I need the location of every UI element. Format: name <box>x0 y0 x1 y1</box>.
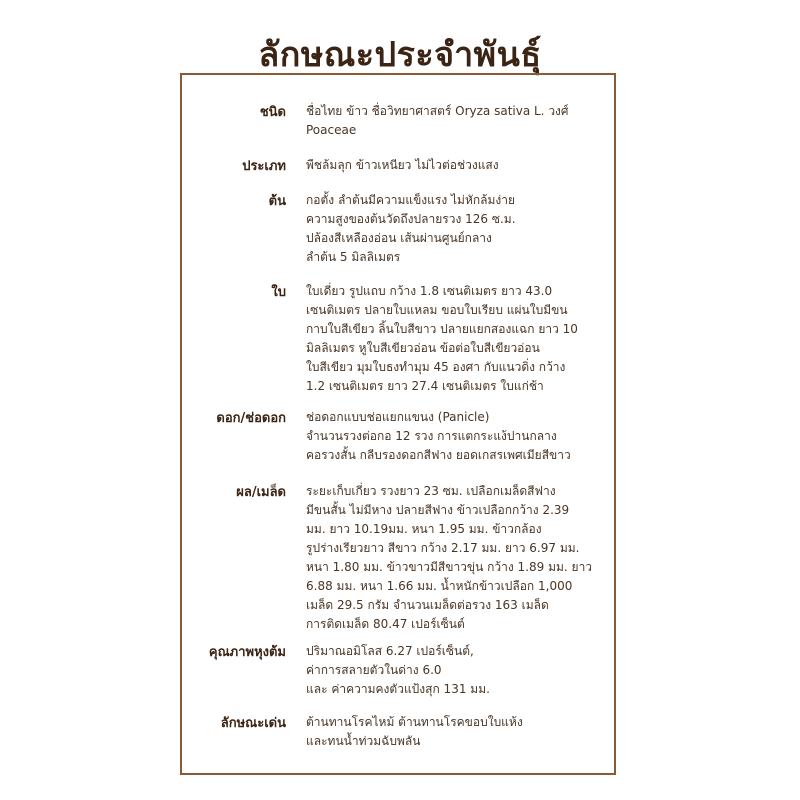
value-line: เซนติเมตร ปลายใบแหลม ขอบใบเรียบ แผ่นใบมีขน <box>306 303 568 317</box>
value-line: ความสูงของต้นวัดถึงปลายรวง 126 ซ.ม. <box>306 212 516 226</box>
row-label: ต้น <box>268 194 286 209</box>
value-line: Poaceae <box>306 123 357 137</box>
value-line: คอรวงสั้น กลีบรองดอกสีฟาง ยอดเกสรเพศเมียสีขาว <box>306 448 571 462</box>
row-value <box>306 713 606 751</box>
value-line: ใบเดี่ยว รูปแถบ กว้าง 1.8 เซนติเมตร ยาว 43.0 <box>306 284 553 298</box>
row-label: ลักษณะเด่น <box>220 716 286 731</box>
value-line: ปริมาณอมิโลส 6.27 เปอร์เซ็นต์, <box>306 644 474 658</box>
row-value <box>306 642 606 699</box>
row-label: ใบ <box>271 285 286 300</box>
value-line: หนา 1.80 มม. ข้าวขาวมีสีขาวขุ่น กว้าง 1.89 มม. ยาว <box>306 560 593 574</box>
value-line: กอตั้ง ลำต้นมีความแข็งแรง ไม่หักล้มง่าย <box>306 193 516 207</box>
value-line: ชื่อไทย ข้าว ชื่อวิทยาศาสตร์ Oryza sativa L. วงศ์ <box>306 104 569 118</box>
page-title: ลักษณะประจำพันธุ์ <box>258 35 542 75</box>
value-line: และ ค่าความคงตัวแป้งสุก 131 มม. <box>306 682 490 696</box>
row-value <box>306 191 606 267</box>
row-label: ประเภท <box>242 159 286 174</box>
row-value <box>306 156 606 175</box>
row-value <box>306 408 606 465</box>
value-line: ระยะเก็บเกี่ยว รวงยาว 23 ซม. เปลือกเมล็ดสีฟาง <box>306 484 556 498</box>
value-line: มีขนสั้น ไม่มีหาง ปลายสีฟาง ข้าวเปลือกกว้าง 2.39 <box>306 503 570 517</box>
value-line: รูปร่างเรียวยาว สีขาว กว้าง 2.17 มม. ยาว 6.97 มม. <box>306 541 580 555</box>
value-line: ช่อดอกแบบช่อแยกแขนง (Panicle) <box>306 410 490 424</box>
value-line: จำนวนรวงต่อกอ 12 รวง การแตกระแง้ปานกลาง <box>306 429 557 443</box>
value-line: กาบใบสีเขียว ลิ้นใบสีขาว ปลายแยกสองแฉก ยาว 10 <box>306 322 578 336</box>
value-line: เมล็ด 29.5 กรัม จำนวนเมล็ดต่อรวง 163 เมล็ด <box>306 598 549 612</box>
value-line: 1.2 เซนติเมตร ยาว 27.4 เซนติเมตร ใบแก่ช้า <box>306 379 544 393</box>
row-label: คุณภาพหุงต้ม <box>208 645 286 660</box>
row-value <box>306 282 606 396</box>
value-line: ปล้องสีเหลืองอ่อน เส้นผ่านศูนย์กลาง <box>306 231 492 245</box>
row-label: ดอก/ช่อดอก <box>216 411 286 426</box>
value-line: พืชล้มลุก ข้าวเหนียว ไม่ไวต่อช่วงแสง <box>306 158 499 172</box>
row-value <box>306 482 606 634</box>
value-line: ใบสีเขียว มุมใบธงทำมุม 45 องศา กับแนวดิ่ง กว้าง <box>306 360 566 374</box>
row-label: ชนิด <box>259 105 286 120</box>
row-value <box>306 102 606 140</box>
value-line: ค่าการสลายตัวในด่าง 6.0 <box>306 663 442 677</box>
value-line: ลำต้น 5 มิลลิเมตร <box>306 250 401 264</box>
value-line: มิลลิเมตร หูใบสีเขียวอ่อน ข้อต่อใบสีเขียวอ่อน <box>306 341 540 355</box>
characteristics-table <box>180 73 616 775</box>
value-line: มม. ยาว 10.19มม. หนา 1.95 มม. ข้าวกล้อง <box>306 522 542 536</box>
value-line: และทนน้ำท่วมฉับพลัน <box>306 734 421 748</box>
value-line: 6.88 มม. หนา 1.66 มม. น้ำหนักข้าวเปลือก 1,000 <box>306 579 573 593</box>
row-label: ผล/เมล็ด <box>236 485 286 500</box>
value-line: ต้านทานโรคไหม้ ต้านทานโรคขอบใบแห้ง <box>306 715 523 729</box>
value-line: การติดเมล็ด 80.47 เปอร์เซ็นต์ <box>306 617 465 631</box>
